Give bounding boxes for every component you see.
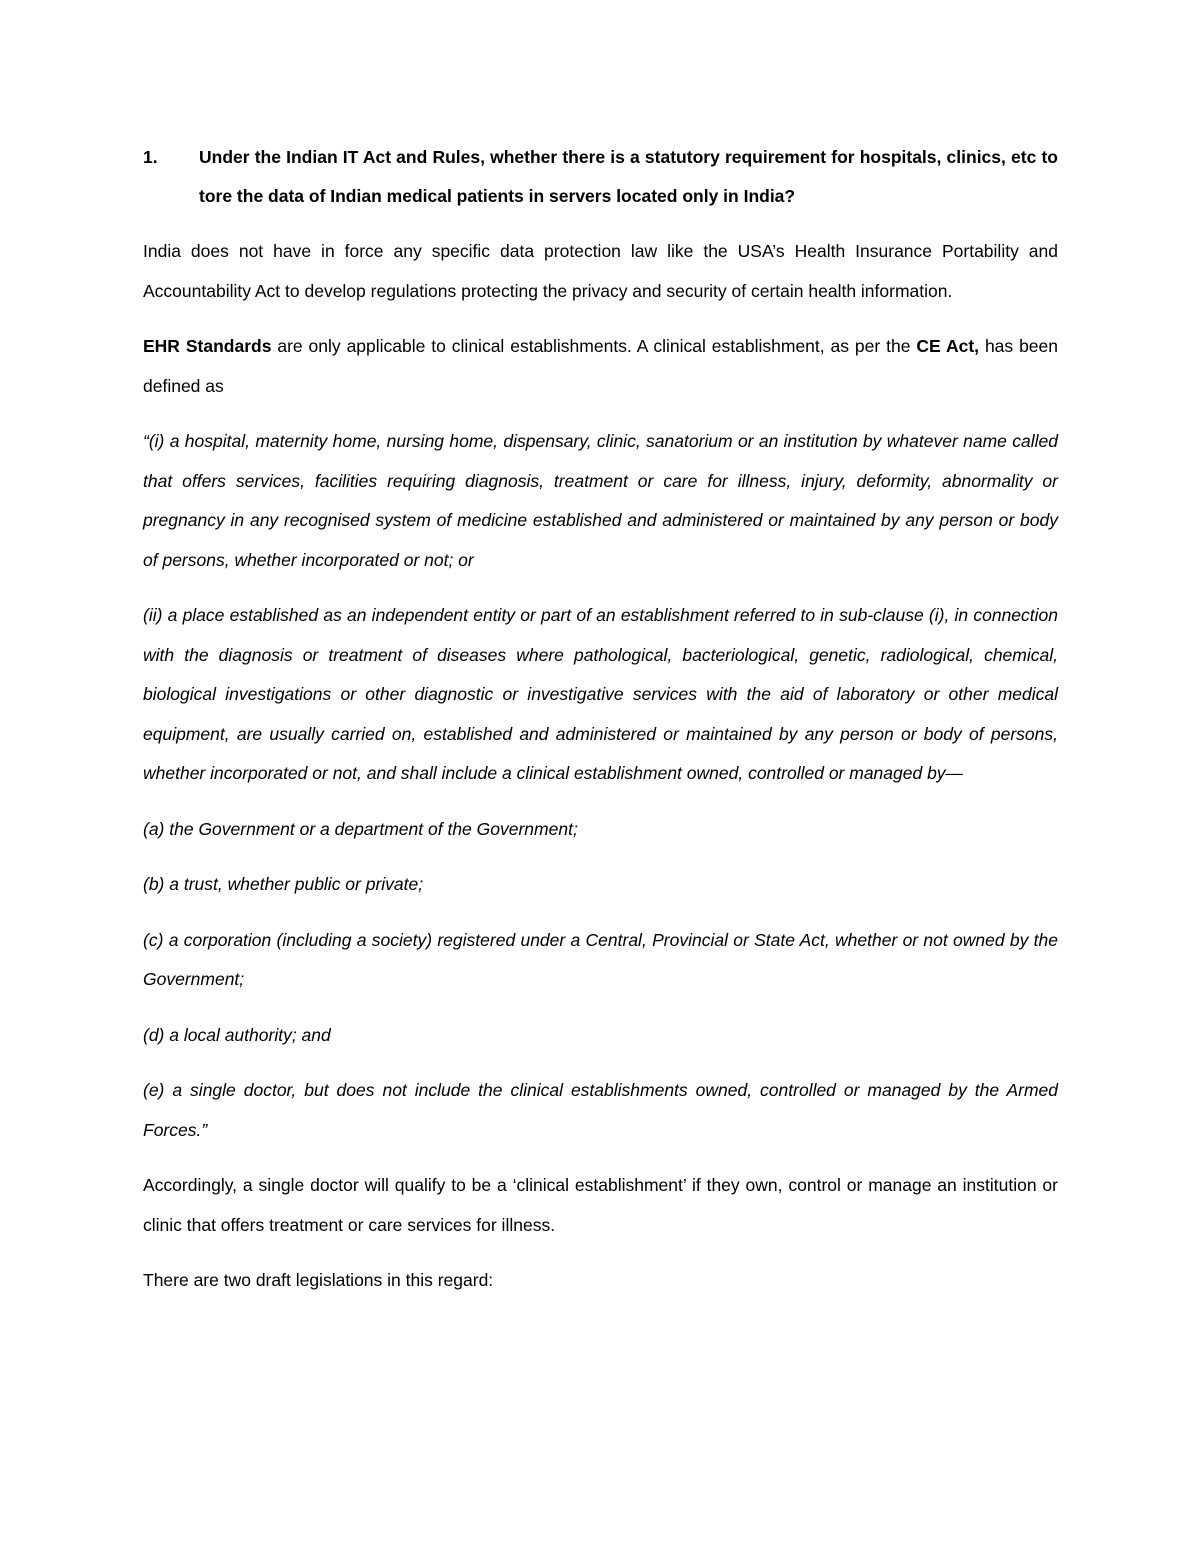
document-page	[143, 138, 1058, 1317]
question-number: 1.	[143, 147, 158, 167]
ce-act-term: CE Act,	[916, 336, 980, 356]
definition-item-b: (b) a trust, whether public or private;	[143, 874, 424, 894]
definition-item-e: (e) a single doctor, but does not include the clinical establishments owned, controlled or managed by the Armed Forces.”	[143, 1080, 1058, 1140]
question-item	[143, 138, 1058, 216]
definition-item-c: (c) a corporation (including a society) registered under a Central, Provincial or State Act, whether or not owned by the Government;	[143, 929, 1058, 989]
paragraph-data-protection: India does not have in force any specific data protection law like the USA’s Health Insurance Portability and Accountability Act to develop regulations protecting the privacy and security of certain health information.	[143, 241, 1058, 301]
definition-clause-i: “(i) a hospital, maternity home, nursing home, dispensary, clinic, sanatorium or an institution by whatever name called that offers services, facilities requiring diagnosis, treatment or care for illness, injury, deformity, abnormality or pregnancy in any recognised system of medicine established and administered or maintained by any person or body of persons, whether incorporated or not; or	[143, 431, 1058, 570]
ehr-standards-term: EHR Standards	[143, 336, 272, 356]
paragraph-ehr-standards	[143, 327, 1058, 406]
definition-item-a: (a) the Government or a department of the Government;	[143, 818, 578, 839]
question-text: Under the Indian IT Act and Rules, whether there is a statutory requirement for hospitals, clinics, etc to tore the data of Indian medical patients in servers located only in India?	[199, 147, 1058, 206]
paragraph-accordingly: Accordingly, a single doctor will qualify to be a ‘clinical establishment’ if they own, control or manage an institution or clinic that offers treatment or care services for illness.	[143, 1175, 1058, 1235]
paragraph-draft-legislations: There are two draft legislations in this regard:	[143, 1270, 494, 1290]
definition-clause-ii: (ii) a place established as an independent entity or part of an establishment referred to in sub-clause (i), in connection with the diagnosis or treatment of diseases where pathological, bacteriological, genetic, radiological, chemical, biological investigations or other diagnostic or investigative services with the aid of laboratory or other medical equipment, are usually carried on, established and administered or maintained by any person or body of persons, whether incorporated or not, and shall include a clinical establishment owned, controlled or managed by—	[143, 605, 1058, 783]
ehr-standards-end: has been defined as	[143, 336, 1058, 396]
ehr-standards-middle: are only applicable to clinical establishments. A clinical establishment, as per the	[271, 336, 917, 356]
definition-item-d: (d) a local authority; and	[143, 1024, 331, 1045]
